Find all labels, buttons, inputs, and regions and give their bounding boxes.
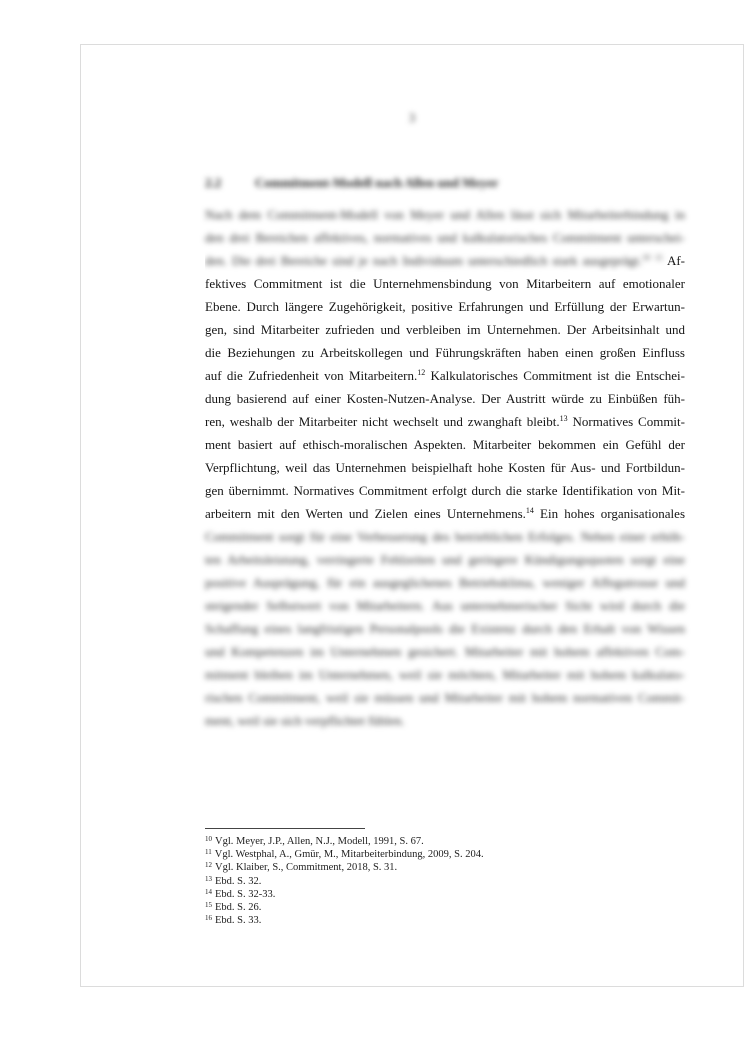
section-title: Commitment-Modell nach Allen und Meyer [255, 175, 499, 190]
section-number: 2.2 [205, 175, 222, 190]
footnote: $^{14}$ Ebd. S. 32-33. [205, 887, 276, 900]
text-line: Verpflichtung, weil das Unternehmen beispielhaft hohe Kosten für Aus- und Fortbildun- [205, 460, 685, 475]
footnote-ref: 12 [417, 368, 426, 377]
footnote: $^{10}$ Vgl. Meyer, J.P., Allen, N.J., Modell, 1991, S. 67. [205, 835, 424, 847]
footnotes [205, 835, 484, 927]
text-line: mitment bleiben im Unternehmen, weil sie möchten, Mitarbeiter mit hohem kalkulato- [205, 667, 685, 682]
blurred-text: den. Die drei Bereiche sind je nach Individuum unterschiedlich stark ausgeprägt.$^{10}$ $^{11}$ [205, 253, 663, 268]
text-line: dung basierend auf einer Kosten-Nutzen-Analyse. Der Austritt würde zu Einbüßen füh- [205, 391, 685, 406]
footnote: $^{11}$ Vgl. Westphal, A., Gmür, M., Mitarbeiterbindung, 2009, S. 204. [205, 848, 484, 861]
text-line: ten Arbeitsleistung, verringerte Fehlzeiten und geringere Kündigungsquoten sorgt eine [205, 552, 685, 567]
footnote: $^{16}$ Ebd. S. 33. [205, 914, 262, 927]
footnote-separator [205, 828, 365, 829]
text-line [205, 249, 685, 272]
text-line: und Kompetenzen im Unternehmen gesichert. Mitarbeiter mit hohem affektiven Com- [205, 644, 685, 659]
text-line: Nach dem Commitment-Modell von Meyer und Allen lässt sich Mitarbeiterbindung in [205, 207, 685, 222]
footnote: $^{12}$ Vgl. Klaiber, S., Commitment, 2018, S. 31. [205, 861, 398, 874]
body-paragraph [205, 203, 685, 732]
footnote-ref: 10 [642, 253, 651, 262]
text-line: Commitment sorgt für eine Verbesserung des betrieblichen Erfolges. Neben einer erhöh- [205, 529, 685, 544]
text-line: steigender Selbstwert von Mitarbeitern. Aus unternehmerischer Sicht wird durch die [205, 598, 685, 613]
text-line: positive Ausprägung, für ein ausgeglichenes Betriebsklima, weniger Affegutrosse und [205, 575, 685, 590]
text-line: arbeitern mit den Werten und Zielen eines Unternehmens.$^{14}$ Ein hohes organisationales [205, 506, 685, 521]
text-line: die Beziehungen zu Arbeitskollegen und Führungskräften haben einen großen Einfluss [205, 345, 685, 360]
text-line: auf die Zufriedenheit von Mitarbeitern.$^{12}$ Kalkulatorisches Commitment ist die Entschei- [205, 368, 685, 383]
text-line: gen, sind Mitarbeiter zufrieden und verbleiben im Unternehmen. Der Arbeitsinhalt und [205, 322, 685, 337]
clear-text: Af- [666, 253, 685, 268]
page-number: 3 [408, 111, 416, 125]
footnote-ref: 13 [559, 414, 568, 423]
text-line: fektives Commitment ist die Unternehmensbindung von Mitarbeitern auf emotionaler [205, 276, 685, 291]
footnote: $^{13}$ Ebd. S. 32. [205, 874, 262, 887]
text-line: gen übernimmt. Normatives Commitment erfolgt durch die starke Identifikation von Mit- [205, 483, 685, 498]
text-line: Schaffung eines langfristigen Personalpools die Existenz durch den Erhalt von Wissen [205, 621, 685, 636]
footnote-ref: 11 [655, 253, 663, 262]
text-line: rischen Commitment, weil sie müssen und Mitarbeiter mit hohem normativen Commit- [205, 690, 685, 705]
text-line: den drei Bereichen affektives, normatives und kalkulatorisches Commitment unterschei- [205, 230, 685, 245]
text-line: ren, weshalb der Mitarbeiter nicht wechselt und zwanghaft bleibt.$^{13}$ Normatives Commit- [205, 414, 685, 429]
text-line: ment basiert auf ethisch-moralischen Aspekten. Mitarbeiter bekommen ein Gefühl der [205, 437, 685, 452]
footnote: $^{15}$ Ebd. S. 26. [205, 901, 262, 914]
section-heading [205, 175, 498, 191]
footnote-ref: 14 [525, 506, 534, 515]
text-line: ment, weil sie sich verpflichtet fühlen. [205, 713, 405, 728]
text-line: Ebene. Durch längere Zugehörigkeit, positive Erfahrungen und Erfüllung der Erwartun- [205, 299, 685, 314]
document-page [80, 44, 744, 987]
